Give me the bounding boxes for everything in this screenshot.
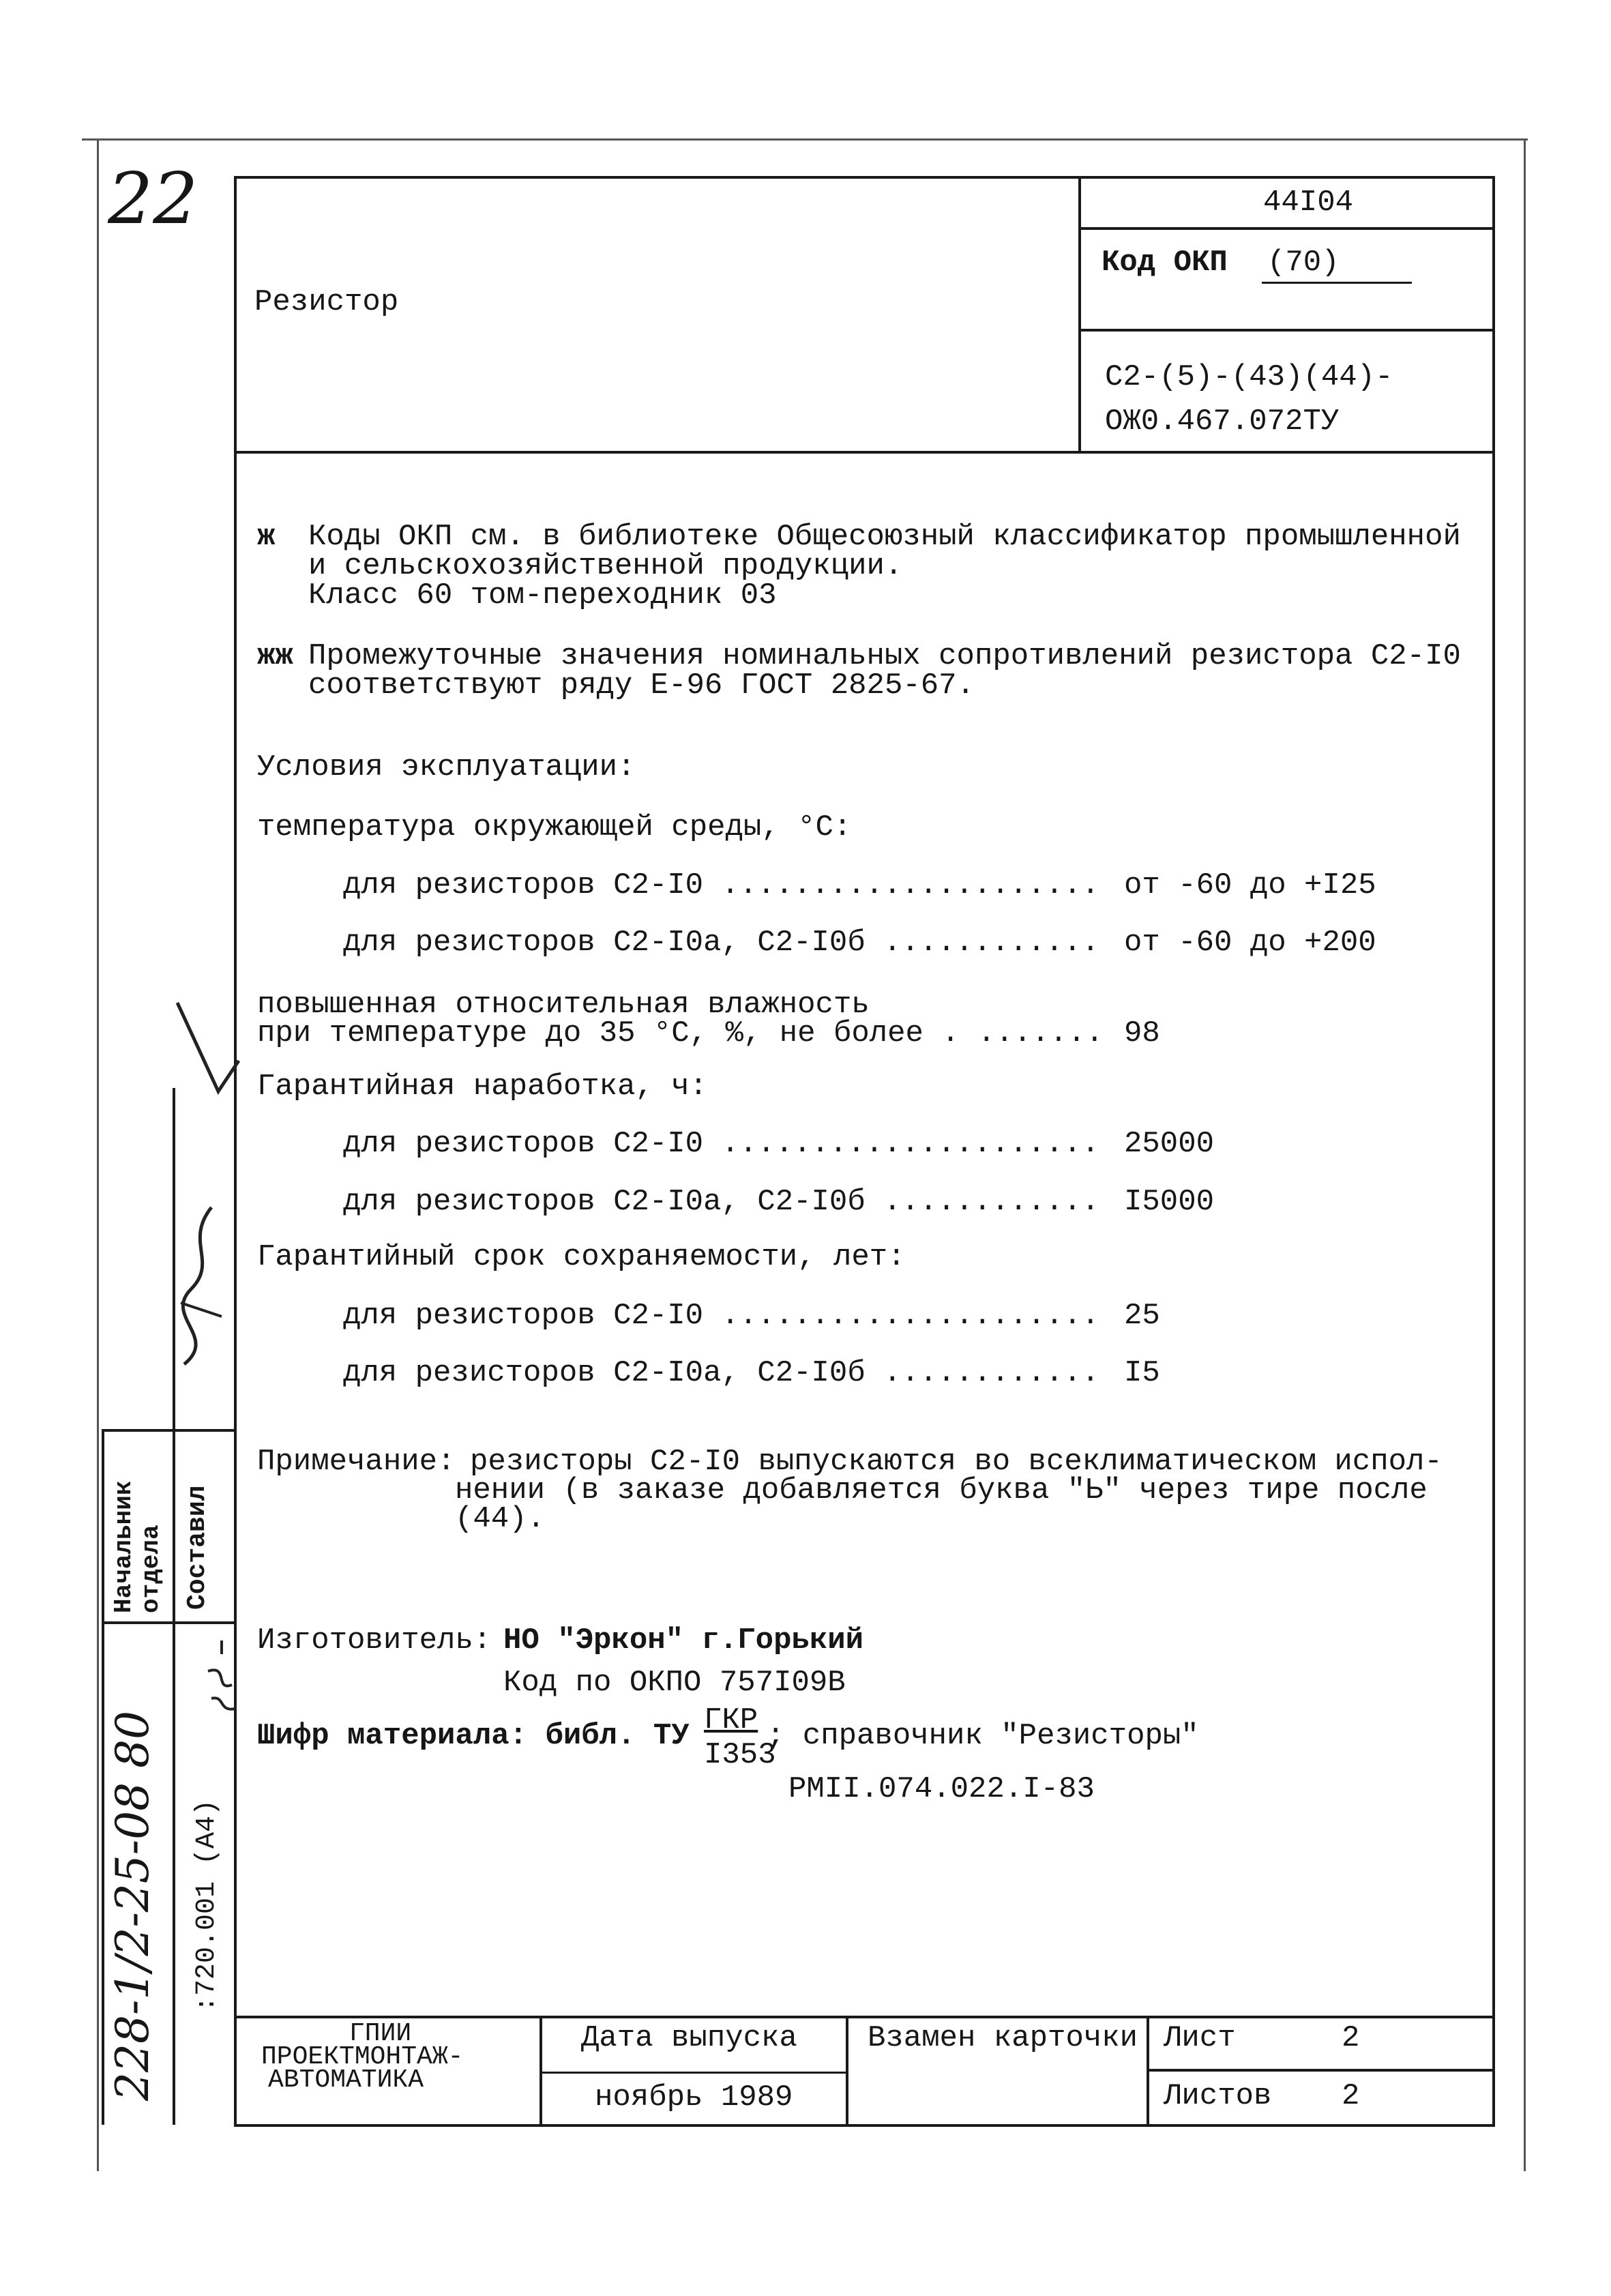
manufacturer-name: НО "Эркон" г.Горький bbox=[503, 1623, 864, 1658]
frame-right bbox=[1492, 176, 1495, 2127]
footer-top-line bbox=[234, 2016, 1495, 2018]
top-edge-line bbox=[82, 138, 1528, 141]
note-line: резисторы С2-I0 выпускаются во всеклиматическом испол- bbox=[470, 1445, 1443, 1479]
temp-row-value: от -60 до +I25 bbox=[1124, 868, 1376, 902]
footer-col1 bbox=[540, 2016, 542, 2126]
designation-line2: ОЖ0.467.072ТУ bbox=[1105, 404, 1340, 439]
conditions-heading: Условия эксплуатации: bbox=[257, 750, 636, 784]
footer-sheet-divider bbox=[1147, 2069, 1495, 2072]
signature-small bbox=[201, 1637, 242, 1719]
cipher-document-ref: РМII.074.022.I-83 bbox=[788, 1772, 1095, 1806]
storage-row-value: I5 bbox=[1124, 1356, 1160, 1390]
document-title: Резистор bbox=[254, 285, 399, 319]
sheet-value: 2 bbox=[1342, 2021, 1360, 2055]
note-label: Примечание: bbox=[257, 1445, 456, 1479]
storage-row-label: для резисторов С2-I0 ..................... bbox=[343, 1299, 1099, 1333]
operating-row-value: 25000 bbox=[1124, 1127, 1215, 1161]
operating-row-label: для резисторов С2-I0а, С2-I0б ............ bbox=[343, 1185, 1099, 1219]
code-row-divider bbox=[1078, 227, 1495, 230]
side-stamp-number: 228-1/2-25-08 80 bbox=[106, 1710, 159, 2101]
okp-row-divider bbox=[1078, 329, 1495, 332]
frame-bottom bbox=[234, 2124, 1495, 2127]
code-number: 44I04 bbox=[1263, 186, 1354, 220]
storage-row-value: 25 bbox=[1124, 1299, 1160, 1333]
okp-value: (70) bbox=[1267, 246, 1340, 280]
temp-row-label: для резисторов С2-I0а, С2-I0б ............ bbox=[343, 926, 1099, 960]
sheets-label: Листов bbox=[1164, 2079, 1272, 2113]
storage-label: Гарантийный срок сохраняемости, лет: bbox=[257, 1240, 906, 1274]
header-column-divider bbox=[1078, 176, 1081, 452]
issue-date-value: ноябрь 1989 bbox=[595, 2080, 793, 2115]
side-form-code: :720.001 (А4) bbox=[192, 1799, 222, 2012]
note2-line: Промежуточные значения номинальных сопротивлений резистора С2-I0 bbox=[308, 639, 1461, 673]
note2-line: соответствуют ряду Е-96 ГОСТ 2825-67. bbox=[308, 668, 975, 703]
operating-time-label: Гарантийная наработка, ч: bbox=[257, 1070, 708, 1104]
sheets-value: 2 bbox=[1342, 2079, 1360, 2113]
cipher-fraction-numerator: ГКР bbox=[704, 1703, 758, 1737]
operating-row-value: I5000 bbox=[1124, 1185, 1215, 1219]
temperature-label: температура окружающей среды, °С: bbox=[257, 810, 852, 844]
signature-compiler bbox=[171, 1201, 232, 1371]
right-edge-line bbox=[1524, 138, 1526, 2171]
note-line: (44). bbox=[455, 1502, 546, 1536]
temp-row-value: от -60 до +200 bbox=[1124, 926, 1376, 960]
storage-row-label: для резисторов С2-I0а, С2-I0б ............ bbox=[343, 1356, 1099, 1390]
humidity-line1: повышенная относительная влажность bbox=[257, 988, 870, 1022]
footer-org-line: АВТОМАТИКА bbox=[268, 2065, 424, 2095]
humidity-line2: при температуре до 35 °С, %, не более . ....... bbox=[257, 1016, 1104, 1050]
note1-line: Коды ОКП см. в библиотеке Общесоюзный классификатор промышленной bbox=[308, 520, 1461, 554]
left-edge-line bbox=[97, 138, 99, 2171]
footer-org-line: ГПИИ bbox=[349, 2019, 412, 2048]
issue-date-label: Дата выпуска bbox=[581, 2021, 797, 2055]
side-label-department-head: Начальник отдела bbox=[110, 1480, 165, 1613]
manufacturer-label: Изготовитель: bbox=[257, 1623, 492, 1658]
humidity-value: 98 bbox=[1124, 1016, 1160, 1050]
cipher-reference-book: ; справочник "Резисторы" bbox=[767, 1719, 1199, 1753]
page-number: 22 bbox=[108, 157, 198, 240]
frame-top bbox=[234, 176, 1495, 179]
note2-mark: жж bbox=[257, 639, 293, 673]
cipher-label: Шифр материала: библ. ТУ bbox=[257, 1719, 690, 1753]
note1-mark: ж bbox=[257, 520, 276, 554]
okp-underline bbox=[1262, 282, 1412, 284]
side-strip-divider bbox=[102, 1621, 235, 1624]
footer-issue-divider bbox=[540, 2072, 846, 2074]
cipher-fraction-denominator: I353 bbox=[704, 1738, 776, 1772]
side-strip-left bbox=[102, 1429, 104, 2125]
frame-left bbox=[234, 176, 237, 2127]
operating-row-label: для резисторов С2-I0 ..................... bbox=[343, 1127, 1099, 1161]
temp-row-label: для резисторов С2-I0 ..................... bbox=[343, 868, 1099, 902]
note1-line: и сельскохозяйственной продукции. bbox=[308, 549, 903, 583]
side-label-compiled-by: Составил bbox=[183, 1485, 212, 1610]
signature-check bbox=[171, 996, 246, 1098]
sheet-label: Лист bbox=[1164, 2021, 1236, 2055]
okp-label: Код ОКП bbox=[1102, 246, 1228, 280]
footer-org-line: ПРОЕКТМОНТАЖ- bbox=[261, 2042, 464, 2072]
note-line: нении (в заказе добавляется буква "Ь" через тире после bbox=[455, 1473, 1428, 1507]
footer-col2 bbox=[846, 2016, 848, 2126]
header-divider bbox=[234, 451, 1495, 454]
okpo-code: Код по ОКПО 757I09В bbox=[503, 1666, 846, 1700]
replaces-card-label: Взамен карточки bbox=[868, 2021, 1138, 2055]
note1-line: Класс 60 том-переходник 03 bbox=[308, 578, 777, 613]
designation-line1: С2-(5)-(43)(44)- bbox=[1105, 360, 1393, 394]
